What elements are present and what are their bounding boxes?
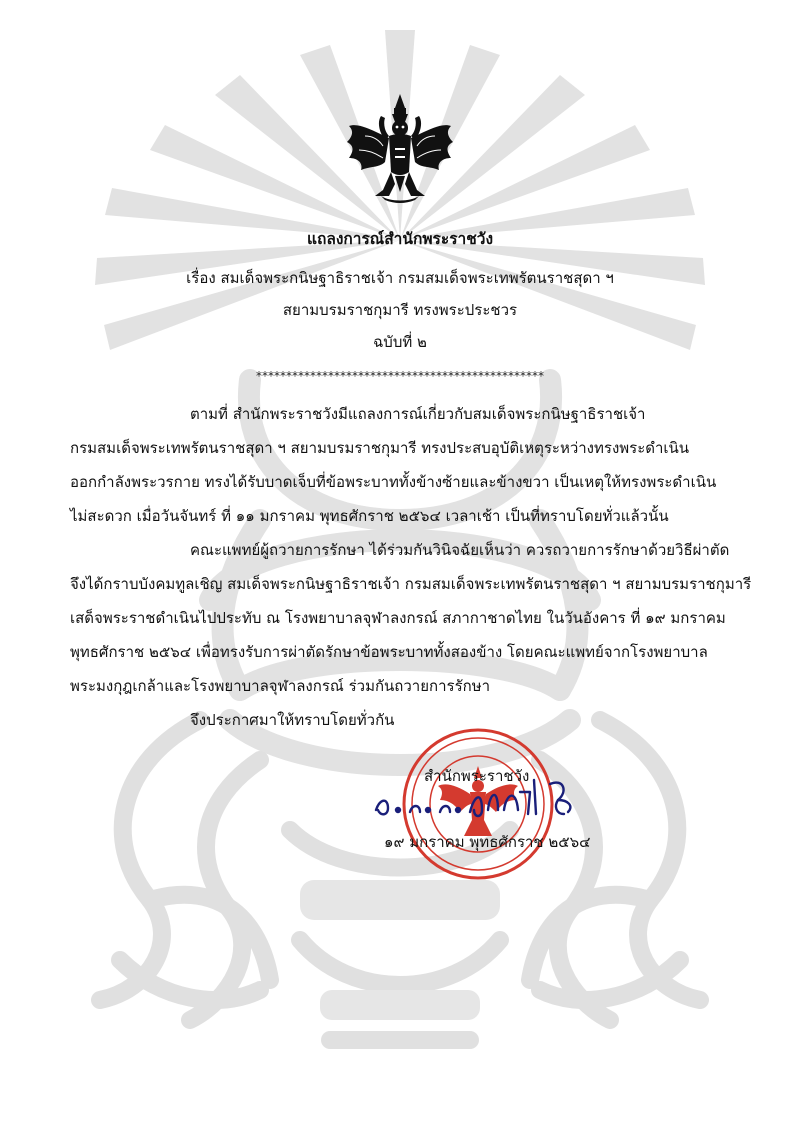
paragraph-2-line-3: เสด็จพระราชดำเนินไปประทับ ณ โรงพยาบาลจุฬาลงกรณ์ สภากาชาดไทย ในวันอังคาร ที่ ๑๙ มกราคม [70,609,726,627]
paragraph-1-line-2: กรมสมเด็จพระเทพรัตนราชสุดา ฯ สยามบรมราชกุมารี ทรงประสบอุบัติเหตุระหว่างทรงพระดำเนิน [70,439,690,457]
document-title: แถลงการณ์สำนักพระราชวัง [306,230,494,248]
paragraph-2-line-1: คณะแพทย์ผู้ถวายการรักษา ได้ร่วมกันวินิจฉัยเห็นว่า ควรถวายการรักษาด้วยวิธีผ่าตัด [190,541,730,559]
paragraph-1-line-3: ออกกำลังพระวรกาย ทรงได้รับบาดเจ็บที่ข้อพระบาททั้งข้างซ้ายและข้างขวา เป็นเหตุให้ทรงพระดำเนิน [70,473,717,491]
paragraph-2-line-5: พระมงกุฎเกล้าและโรงพยาบาลจุฬาลงกรณ์ ร่วมกันถวายการรักษา [70,677,491,695]
paragraph-1-line-1: ตามที่ สำนักพระราชวังมีแถลงการณ์เกี่ยวกับสมเด็จพระกนิษฐาธิราชเจ้า [190,405,646,423]
issuer-name: สำนักพระราชวัง [424,767,530,785]
garuda-emblem [345,92,455,204]
subject-line-2: สยามบรมราชกุมารี ทรงพระประชวร [282,301,518,319]
subject-line-1: เรื่อง สมเด็จพระกนิษฐาธิราชเจ้า กรมสมเด็จพระเทพรัตนราชสุดา ฯ [186,269,614,287]
separator-line: ************************************************ [256,369,544,383]
paragraph-1-line-4: ไม่สะดวก เมื่อวันจันทร์ ที่ ๑๑ มกราคม พุทธศักราช ๒๕๖๔ เวลาเช้า เป็นที่ทราบโดยทั่วแล้วนั้น [70,507,669,525]
paragraph-2-line-2: จึงได้กราบบังคมทูลเชิญ สมเด็จพระกนิษฐาธิราชเจ้า กรมสมเด็จพระเทพรัตนราชสุดา ฯ สยามบรมราชกุมารี [70,575,752,593]
closing-statement: จึงประกาศมาให้ทราบโดยทั่วกัน [190,711,395,729]
handwritten-signature [370,770,600,830]
document-date: ๑๙ มกราคม พุทธศักราช ๒๕๖๔ [384,833,591,851]
issue-number: ฉบับที่ ๒ [373,333,427,351]
paragraph-2-line-4: พุทธศักราช ๒๕๖๔ เพื่อทรงรับการผ่าตัดรักษาข้อพระบาททั้งสองข้าง โดยคณะแพทย์จากโรงพยาบาล [70,643,708,661]
